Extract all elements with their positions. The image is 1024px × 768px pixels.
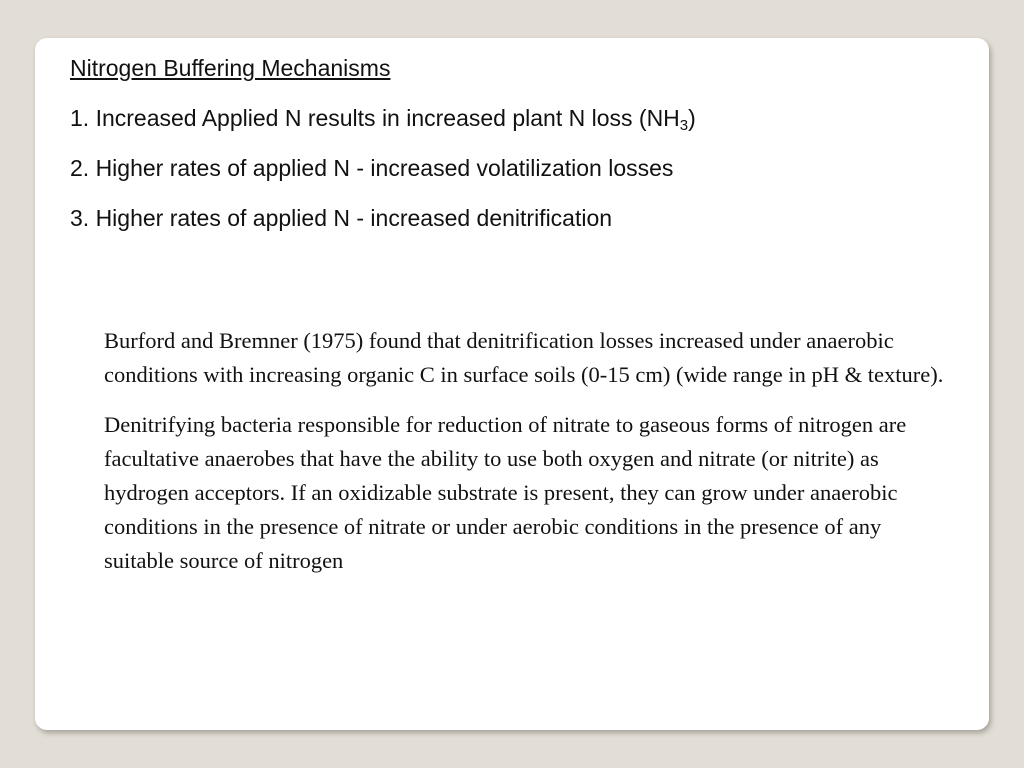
point-3: 3. Higher rates of applied N - increased denitrification <box>70 205 613 231</box>
slide-panel <box>35 38 989 730</box>
paragraph-denitrifying-bacteria: Denitrifying bacteria responsible for reduction of nitrate to gaseous forms of nitrogen are facultative anaerobes that have the ability to use both oxygen and nitrate (or nitrite) as hydrogen acceptors. If an oxidizable substrate is present, they can grow under anaerobic conditions in the presence of nitrate or under aerobic conditions in the presence of any suitable source of nitrogen <box>104 412 907 573</box>
point-2: 2. Higher rates of applied N - increased volatilization losses <box>70 155 674 181</box>
slide-title: Nitrogen Buffering Mechanisms <box>70 55 391 81</box>
heading-block <box>70 54 696 254</box>
point-1-after: ) <box>688 105 696 131</box>
point-1-text: 1. Increased Applied N results in increased plant N loss (NH <box>70 105 680 131</box>
paragraph-burford-bremner: Burford and Bremner (1975) found that denitrification losses increased under anaerobic conditions with increasing organic C in surface soils (0-15 cm) (wide range in pH & texture). <box>104 328 944 387</box>
point-1-subscript: 3 <box>679 117 689 134</box>
point-1 <box>70 104 696 132</box>
body-text-block <box>104 324 944 594</box>
